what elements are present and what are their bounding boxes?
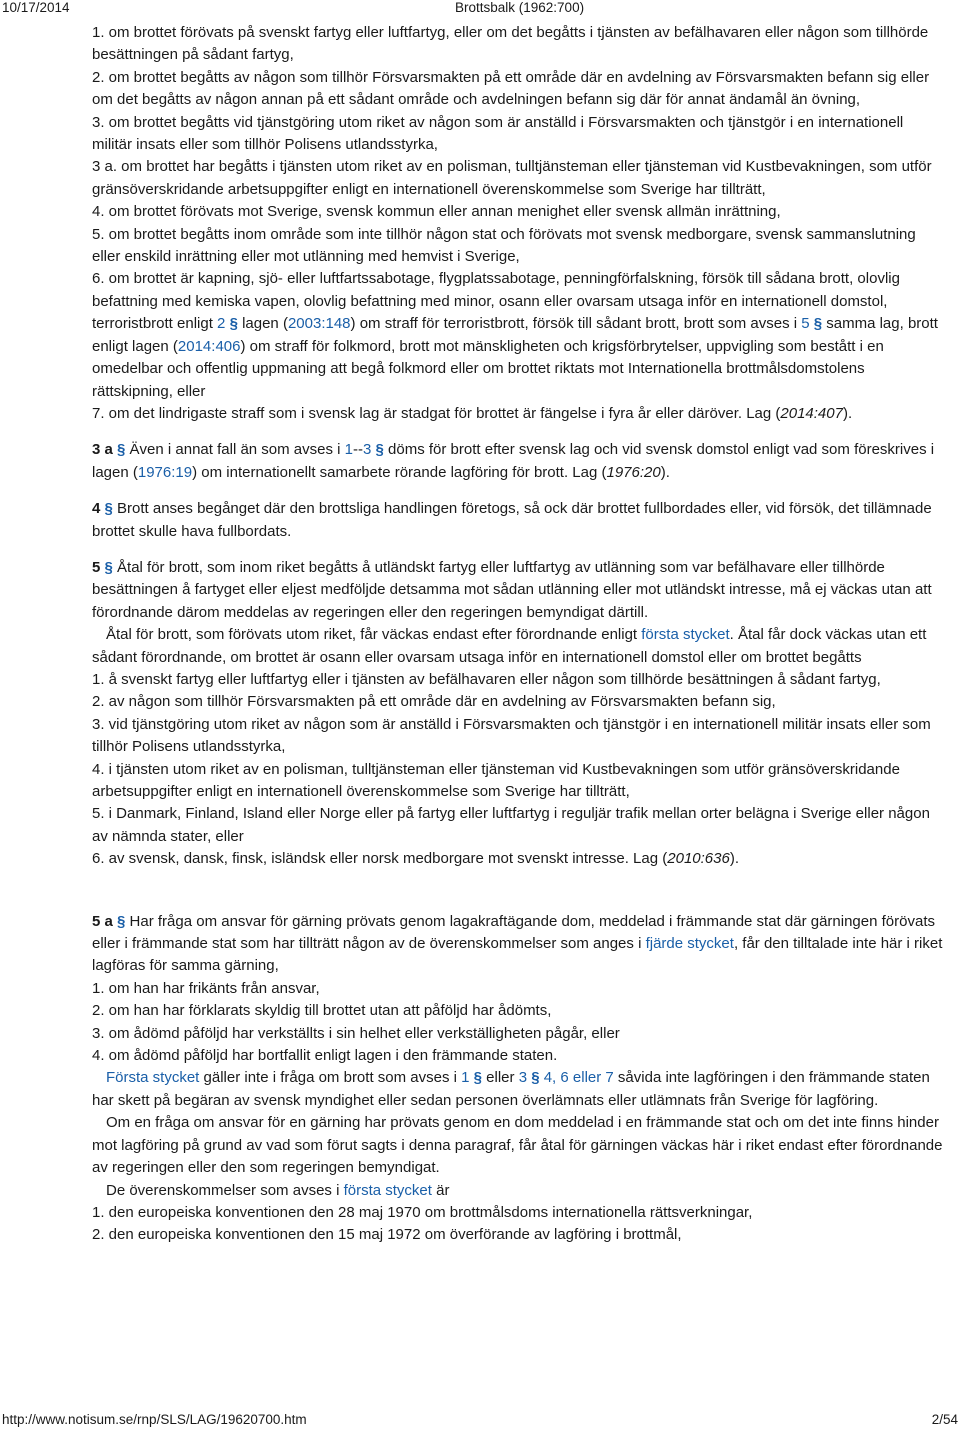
paragraph-sign: § xyxy=(117,441,126,459)
list-item: 5. i Danmark, Finland, Island eller Norge eller på fartyg eller luftfartyg i reguljär trafik mellan orter belägna i Sverige eller någon av nämnda stater, eller xyxy=(92,805,930,845)
paragraph: Åtal för brott, som förövats utom riket, får väckas endast efter förordnande enligt första stycket. Åtal får dock väckas utan ett sådant förordnande, om brottet är osann eller ovarsam utsaga inför en internationell domstol eller om brottet begåtts xyxy=(92,626,927,666)
list-item: 2. av någon som tillhör Försvarsmakten på ett område där en avdelning av Försvarsmakten befann sig, xyxy=(92,693,776,711)
section-number: 3 a xyxy=(92,441,113,459)
list-item: 3. om brottet begåtts vid tjänstgöring utom riket av någon som är anställd i Försvarsmakten och tjänstgör i en internationell militär insats eller som tillhör Polisens utlandsstyrka, xyxy=(92,113,904,154)
list-item: 2. den europeiska konventionen den 15 maj 1972 om överförande av lagföring i brottmål, xyxy=(92,1226,682,1244)
paragraph-sign: § xyxy=(104,500,113,518)
list-item: 1. om brottet förövats på svenskt fartyg eller luftfartyg, eller om det begåtts i tjänsten av befälhavaren eller någon som tillhörde besättningen på sådant fartyg, xyxy=(92,24,929,64)
document-title: Brottsbalk (1962:700) xyxy=(455,0,585,15)
list-item: 3. om ådömd påföljd har verkställts i sin helhet eller verkställigheten pågår, eller xyxy=(92,1024,620,1042)
document-body xyxy=(92,22,944,1247)
page-header xyxy=(0,0,960,18)
section-5: 5 § Åtal för brott, som inom riket begåtts å utländskt fartyg eller luftfartyg av utlänning som var befälhavare eller tillhörde besättningen å fartyget eller eljest medföljde detsamma mot sådan utlänning eller mot utländskt intresse, må ej väckas utan att förordnande därom meddelas av regeringen eller den regeringen bemyndigat därtill. xyxy=(92,558,932,621)
paragraph-sign: § xyxy=(473,1069,482,1087)
section-link-3[interactable]: 3 xyxy=(518,1069,528,1087)
page-number: 2/54 xyxy=(931,1412,958,1427)
section-link-1[interactable]: 1 xyxy=(344,441,353,459)
page-footer xyxy=(0,1412,960,1432)
section-number: 4 xyxy=(92,500,101,518)
list-item: 2. om brottet begåtts av någon som tillhör Försvarsmakten på ett område där en avdelning av Försvarsmakten befann sig eller om det begåtts av någon annan på ett sådant område och avdelningen befann sig där för annat ändamål än övning, xyxy=(92,68,930,109)
section-3a: 3 a § Även i annat fall än som avses i 1--3 § döms för brott efter svensk lag och vid svensk domstol enligt vad som föreskrives i lagen (1976:19) om internationellt samarbete rörande lagföring för brott. Lag (1976:20). xyxy=(92,441,935,481)
first-paragraph-link[interactable]: första stycket xyxy=(641,626,730,644)
law-link-1976-19[interactable]: 1976:19 xyxy=(137,463,193,481)
paragraph-sign: § xyxy=(813,315,823,333)
section-number: 5 xyxy=(92,558,101,576)
paragraph: Första stycket gäller inte i fråga om brott som avses i 1 § eller 3 § 4, 6 eller 7 såvida inte lagföringen i den främmande staten har skett på begäran av svensk myndighet eller sedan personen överlämnats eller utlämnats från Sverige för lagföring. xyxy=(92,1069,930,1109)
list-item: 3. vid tjänstgöring utom riket av någon som är anställd i Försvarsmakten och tjänstgör i en internationell militär insats eller som tillhör Polisens utlandsstyrka, xyxy=(92,715,931,756)
paragraph: Om en fråga om ansvar för en gärning har prövats genom en dom meddelad i en främmande stat och om det inte finns hinder mot lagföring på grund av vad som förut sagts i denna paragraf, får åtal för gärningen väckas här i riket endast efter förordnande av regeringen eller den som regeringen bemyndigat. xyxy=(92,1114,943,1177)
amendment-ref: 2014:407 xyxy=(780,404,843,422)
section-link-1[interactable]: 1 xyxy=(461,1069,470,1087)
first-paragraph-link[interactable]: första stycket xyxy=(343,1181,432,1199)
section-link-4-6-7[interactable]: 4, 6 eller 7 xyxy=(543,1069,614,1087)
section-link-3[interactable]: 3 xyxy=(363,441,372,459)
list-item: 1. den europeiska konventionen den 28 maj 1970 om brottmålsdoms internationella rättsverkningar, xyxy=(92,1203,753,1221)
paragraph-sign: § xyxy=(117,912,126,930)
list-item: 5. om brottet begåtts inom område som inte tillhör någon stat och förövats mot svensk medborgare, svensk sammanslutning eller enskild inrättning eller mot utlänning med hemvist i Sverige, xyxy=(92,225,916,266)
list-item: 4. i tjänsten utom riket av en polisman, tulltjänsteman eller tjänsteman vid Kustbevakningen som utför gränsöverskridande arbetsuppgifter enligt en internationell överenskommelse som Sverige har tillträtt, xyxy=(92,760,900,800)
source-url: http://www.notisum.se/rnp/SLS/LAG/19620700.htm xyxy=(2,1412,307,1427)
first-paragraph-link[interactable]: Första stycket xyxy=(106,1069,200,1087)
law-link-2003-148[interactable]: 2003:148 xyxy=(287,315,351,333)
section-link-5[interactable]: 5 xyxy=(801,315,810,333)
paragraph-sign: § xyxy=(375,441,384,459)
list-item: 3 a. om brottet har begåtts i tjänsten utom riket av en polisman, tulltjänsteman eller tjänsteman vid Kustbevakningen, som utför gränsöverskridande arbetsuppgifter enligt en internationell överenskommelse som Sverige har tillträtt, xyxy=(92,158,932,198)
list-item: 1. å svenskt fartyg eller luftfartyg eller i tjänsten av befälhavaren eller någon som tillhörde besättningen å sådant fartyg, xyxy=(92,670,881,688)
fourth-paragraph-link[interactable]: fjärde stycket xyxy=(645,935,734,953)
list-item: 6. om brottet är kapning, sjö- eller luftfartssabotage, flygplatssabotage, penningförfalskning, försök till sådana brott, olovlig befattning med kemiska vapen, olovlig befattning med minor, osann eller ovarsam utsaga inför en internationell domstol, terroristbrott enligt 2 § lagen (2003:148) om straff för terroristbrott, försök till sådant brott, brott som avses i 5 § samma lag, brott enligt lagen (2014:406) om straff för folkmord, brott mot mänskligheten och krigsförbrytelser, uppvigling som bestått i en omedelbar och offentlig uppmaning att begå folkmord eller om brottet riktats mot Internationella brottmålsdomstolens rättskipning, eller xyxy=(92,270,938,400)
list-item: 7. om det lindrigaste straff som i svensk lag är stadgat för brottet är fängelse i fyra år eller däröver. Lag (2014:407). xyxy=(92,404,853,422)
section-5a: 5 a § Har fråga om ansvar för gärning prövats genom lagakraftägande dom, meddelad i främmande stat där gärningen förövats eller i främmande stat som har tillträtt någon av de överenskommelser som anges i fjärde stycket, får den tilltalade inte här i riket lagföras för samma gärning, xyxy=(92,912,943,975)
paragraph-sign: § xyxy=(104,558,113,576)
paragraph-sign: § xyxy=(229,315,238,333)
section-link-2[interactable]: 2 xyxy=(217,315,226,333)
print-date: 10/17/2014 xyxy=(2,0,70,15)
amendment-ref: 2010:636 xyxy=(667,850,730,868)
paragraph: De överenskommelser som avses i första stycket är xyxy=(106,1181,450,1199)
paragraph-sign: § xyxy=(531,1069,540,1087)
law-link-2014-406[interactable]: 2014:406 xyxy=(177,337,241,355)
list-item: 4. om ådömd påföljd har bortfallit enligt lagen i den främmande staten. xyxy=(92,1047,558,1065)
section-number: 5 a xyxy=(92,912,113,930)
amendment-ref: 1976:20 xyxy=(606,463,661,481)
list-item: 2. om han har förklarats skyldig till brottet utan att påföljd har ådömts, xyxy=(92,1002,552,1020)
section-4: 4 § Brott anses begånget där den brottsliga handlingen företogs, så ock där brottet fullbordades eller, vid försök, det tillämnade brottet skulle hava fullbordats. xyxy=(92,500,932,540)
list-item: 4. om brottet förövats mot Sverige, svensk kommun eller annan menighet eller svensk allmän inrättning, xyxy=(92,203,781,221)
list-item: 6. av svensk, dansk, finsk, isländsk eller norsk medborgare mot svenskt intresse. Lag (2010:636). xyxy=(92,850,740,868)
list-item: 1. om han har frikänts från ansvar, xyxy=(92,979,320,997)
